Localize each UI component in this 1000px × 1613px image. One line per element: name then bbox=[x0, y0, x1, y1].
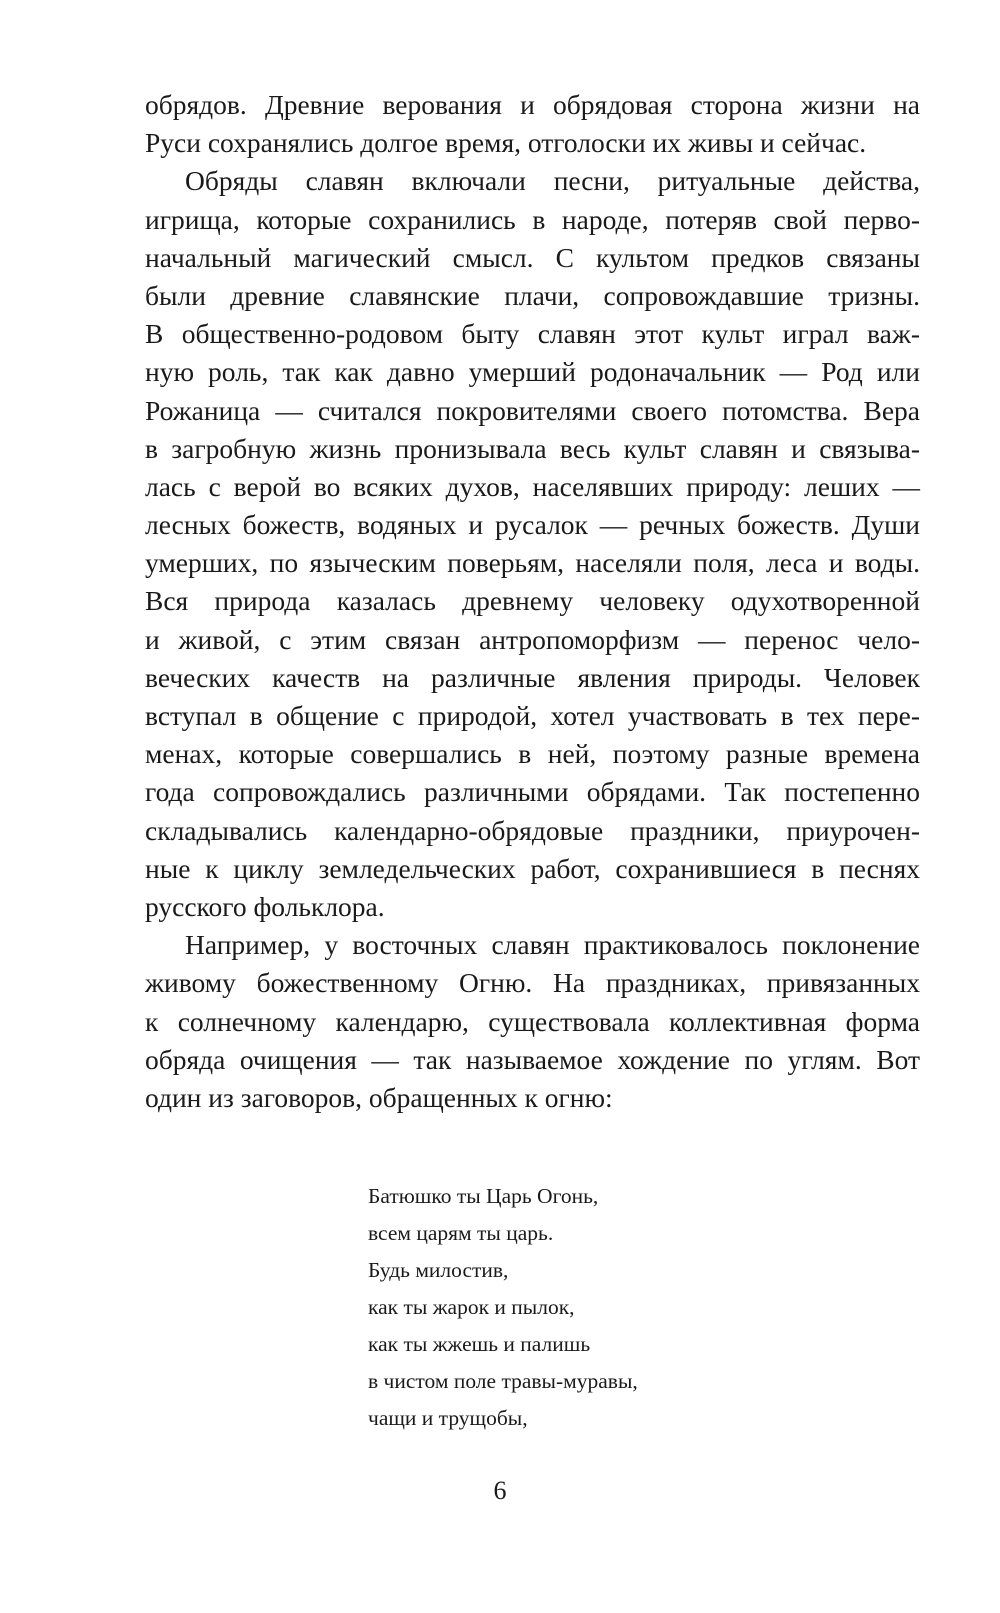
text-line: Обряды славян включали песни, ритуальные действа, bbox=[185, 165, 920, 197]
poem-line: всем царям ты царь. bbox=[368, 1221, 554, 1245]
paragraph-2 bbox=[145, 162, 920, 926]
text-line: ную роль, так как давно умерший родоначальник — Род или bbox=[145, 356, 920, 388]
paragraph-3 bbox=[145, 926, 920, 1117]
text-line: русского фольклора. bbox=[145, 890, 385, 922]
poem-line: как ты жарок и пылок, bbox=[368, 1295, 575, 1319]
text-line: менах, которые совершались в ней, поэтому разные времена bbox=[145, 738, 920, 770]
text-line: Рожаница — считался покровителями своего потомства. Вера bbox=[145, 394, 920, 426]
text-line: Например, у восточных славян практиковалось поклонение bbox=[185, 929, 920, 961]
text-line: в загробную жизнь пронизывала весь культ славян и связыва- bbox=[145, 432, 920, 464]
text-line: вступал в общение с природой, хотел участвовать в тех пере- bbox=[145, 700, 920, 731]
poem-line: в чистом поле травы-муравы, bbox=[368, 1369, 638, 1393]
text-line: живому божественному Огню. На праздниках, привязанных bbox=[145, 967, 920, 999]
text-line: лась с верой во всяких духов, населявших природу: леших — bbox=[145, 470, 920, 502]
text-line: обрядов. Древние верования и обрядовая сторона жизни на bbox=[145, 89, 920, 120]
text-line: обряда очищения — так называемое хождение по углям. Вот bbox=[145, 1043, 920, 1075]
text-line: ные к циклу земледельческих работ, сохранившиеся в песнях bbox=[145, 852, 920, 884]
text-line: лесных божеств, водяных и русалок — речных божеств. Души bbox=[145, 509, 920, 541]
text-line: Вся природа казалась древнему человеку одухотворенной bbox=[145, 585, 920, 617]
poem-line: чащи и трущобы, bbox=[368, 1406, 528, 1430]
text-line: и живой, с этим связан антропоморфизм — перенос чело- bbox=[145, 623, 920, 655]
text-line: были древние славянские плачи, сопровождавшие тризны. bbox=[145, 279, 920, 311]
poem-line: как ты жжешь и палишь bbox=[368, 1332, 591, 1356]
poem-line: Батюшко ты Царь Огонь, bbox=[368, 1184, 599, 1208]
text-line: к солнечному календарю, существовала коллективная форма bbox=[145, 1005, 920, 1037]
text-line: года сопровождались различными обрядами. Так постепенно bbox=[145, 776, 920, 808]
text-line: В общественно-родовом быту славян этот культ играл важ- bbox=[145, 318, 920, 350]
poem-quote bbox=[368, 1178, 868, 1437]
text-line: умерших, по языческим поверьям, населяли поля, леса и воды. bbox=[145, 547, 920, 579]
paragraph-1 bbox=[145, 86, 920, 162]
body-text bbox=[145, 86, 920, 1117]
text-line: складывались календарно-обрядовые праздники, приурочен- bbox=[145, 814, 920, 846]
text-line: веческих качеств на различные явления природы. Человек bbox=[145, 661, 920, 693]
poem-line: Будь милостив, bbox=[368, 1258, 509, 1282]
page-number: 6 bbox=[493, 1476, 507, 1505]
text-line: игрища, которые сохранились в народе, потеряв свой перво- bbox=[145, 203, 920, 235]
text-line: начальный магический смысл. С культом предков связаны bbox=[145, 241, 920, 273]
text-line: Руси сохранялись долгое время, отголоски их живы и сейчас. bbox=[145, 127, 867, 159]
text-line: один из заговоров, обращенных к огню: bbox=[145, 1081, 613, 1113]
